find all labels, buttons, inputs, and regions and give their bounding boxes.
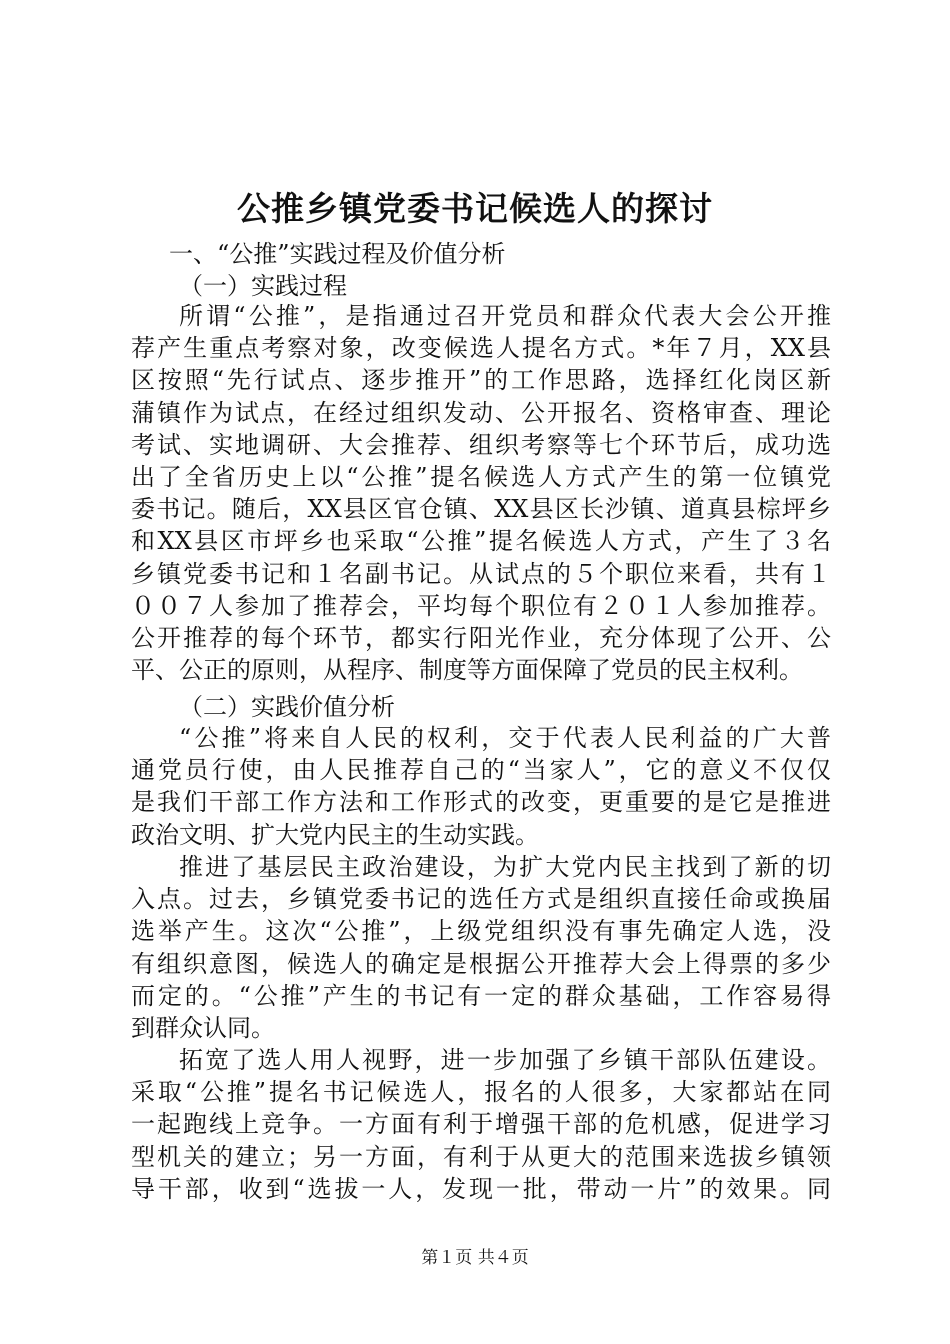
- paragraph-line: 型机关的建立；另一方面，有利于从更大的范围来选拔乡镇领: [131, 1142, 831, 1171]
- section-heading-1: 一、“公推”实践过程及价值分析: [169, 240, 506, 268]
- paragraph-line: 出了全省历史上以“公推”提名候选人方式产生的第一位镇党: [131, 463, 831, 492]
- paragraph-practice-process: [131, 300, 831, 686]
- page-footer: 第１页 共４页: [421, 1248, 529, 1268]
- paragraph-line: 区按照“先行试点、逐步推开”的工作思路，选择红化岗区新: [131, 366, 831, 395]
- paragraph-line: 蒲镇作为试点，在经过组织发动、公开报名、资格审查、理论: [131, 398, 831, 427]
- paragraph-line: 一起跑线上竞争。一方面有利于增强干部的危机感，促进学习: [131, 1110, 831, 1139]
- paragraph-line: 选举产生。这次“公推”，上级党组织没有事先确定人选，没: [131, 917, 831, 946]
- paragraph-line: “公推”将来自人民的权利，交于代表人民利益的广大普: [179, 724, 831, 752]
- paragraph-line: 委书记。随后，XX县区官仓镇、XX县区长沙镇、道真县棕坪乡: [131, 495, 831, 524]
- paragraph-cadre-selection: [131, 1044, 831, 1205]
- paragraph-line: ００７人参加了推荐会，平均每个职位有２０１人参加推荐。: [131, 591, 831, 620]
- subsection-heading-2: （二）实践价值分析: [179, 693, 395, 721]
- paragraph-line: 和XX县区市坪乡也采取“公推”提名候选人方式，产生了３名: [131, 527, 831, 556]
- paragraph-line: 有组织意图，候选人的确定是根据公开推荐大会上得票的多少: [131, 949, 831, 978]
- paragraph-grassroots-democracy: [131, 851, 831, 1044]
- paragraph-line: 乡镇党委书记和１名副书记。从试点的５个职位来看，共有１: [131, 559, 831, 588]
- paragraph-line: 所谓“公推”，是指通过召开党员和群众代表大会公开推: [179, 302, 831, 330]
- paragraph-line: 政治文明、扩大党内民主的生动实践。: [131, 820, 539, 849]
- paragraph-line: 入点。过去，乡镇党委书记的选任方式是组织直接任命或换届: [131, 885, 831, 914]
- paragraph-value-analysis: [131, 722, 831, 851]
- paragraph-line: 公开推荐的每个环节，都实行阳光作业，充分体现了公开、公: [131, 624, 831, 653]
- subsection-heading-1: （一）实践过程: [179, 272, 347, 300]
- paragraph-line: 平、公正的原则，从程序、制度等方面保障了党员的民主权利。: [131, 656, 803, 685]
- paragraph-line: 荐产生重点考察对象，改变候选人提名方式。*年７月，XX县: [131, 334, 831, 363]
- paragraph-line: 拓宽了选人用人视野，进一步加强了乡镇干部队伍建设。: [179, 1046, 831, 1074]
- paragraph-line: 推进了基层民主政治建设，为扩大党内民主找到了新的切: [179, 853, 831, 881]
- paragraph-line: 是我们干部工作方法和工作形式的改变，更重要的是它是推进: [131, 788, 831, 817]
- paragraph-line: 采取“公推”提名书记候选人，报名的人很多，大家都站在同: [131, 1078, 831, 1107]
- paragraph-line: 考试、实地调研、大会推荐、组织考察等七个环节后，成功选: [131, 430, 831, 459]
- paragraph-line: 而定的。“公推”产生的书记有一定的群众基础，工作容易得: [131, 981, 831, 1010]
- paragraph-line: 到群众认同。: [131, 1014, 275, 1043]
- paragraph-line: 导干部，收到“选拔一人，发现一批，带动一片”的效果。同: [131, 1174, 831, 1203]
- paragraph-line: 通党员行使，由人民推荐自己的“当家人”，它的意义不仅仅: [131, 756, 831, 785]
- document-title: 公推乡镇党委书记候选人的探讨: [237, 189, 713, 228]
